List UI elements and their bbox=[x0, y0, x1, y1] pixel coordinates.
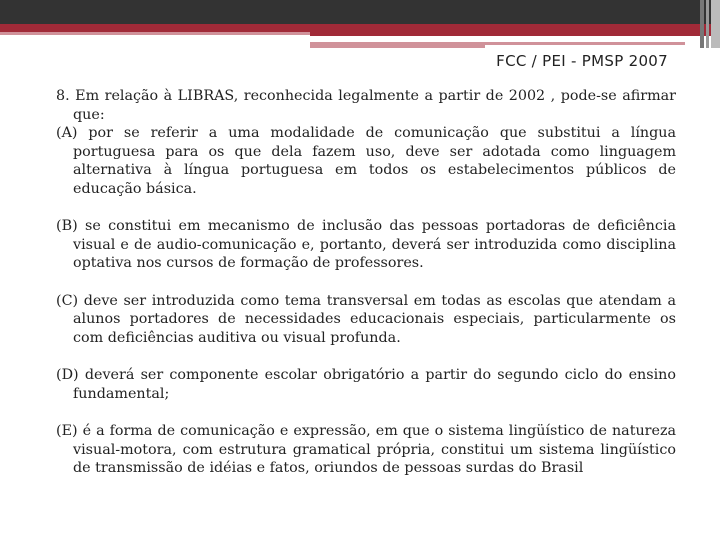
option-a: (A) por se referir a uma modalidade de comunicação que substitui a língua portuguesa para os que dela fazem uso, deve ser adotada como linguagem alternativa à língua portuguesa em todos os estabelecimentos públicos de educação básica. bbox=[56, 125, 676, 197]
slide-header-title: FCC / PEI - PMSP 2007 bbox=[496, 52, 668, 70]
decor-stripe bbox=[700, 0, 704, 48]
option-d: (D) deverá ser componente escolar obrigatório a partir do segundo ciclo do ensino fundamental; bbox=[56, 367, 676, 402]
option-b: (B) se constitui em mecanismo de inclusão das pessoas portadoras de deficiência visual e de audio-comunicação e, portanto, deverá ser introduzida como disciplina optativa nos cursos de formação de professores. bbox=[56, 218, 676, 271]
header-accent-bar-right bbox=[310, 32, 720, 36]
question-stem: 8. Em relação à LIBRAS, reconhecida legalmente a partir de 2002 , pode-se afirmar que: bbox=[56, 88, 676, 123]
header-dark-bar bbox=[0, 0, 720, 24]
header-accent-bar bbox=[0, 24, 720, 32]
option-e: (E) é a forma de comunicação e expressão, em que o sistema lingüístico de natureza visual-motora, com estrutura gramatical própria, constitui um sistema lingüístico de transmissão de idéias e fatos, oriundos de pessoas surdas do Brasil bbox=[56, 423, 676, 476]
header-pink-bar bbox=[310, 42, 485, 48]
decor-stripe bbox=[711, 0, 720, 48]
decor-stripe bbox=[706, 0, 709, 48]
question-content bbox=[56, 87, 676, 497]
header-pink-line bbox=[0, 32, 310, 35]
header-pink-line-right bbox=[485, 42, 685, 45]
option-c: (C) deve ser introduzida como tema transversal em todas as escolas que atendam a alunos portadores de necessidades educacionais especiais, particularmente os com deficiências auditiva ou visual profunda. bbox=[56, 292, 676, 346]
